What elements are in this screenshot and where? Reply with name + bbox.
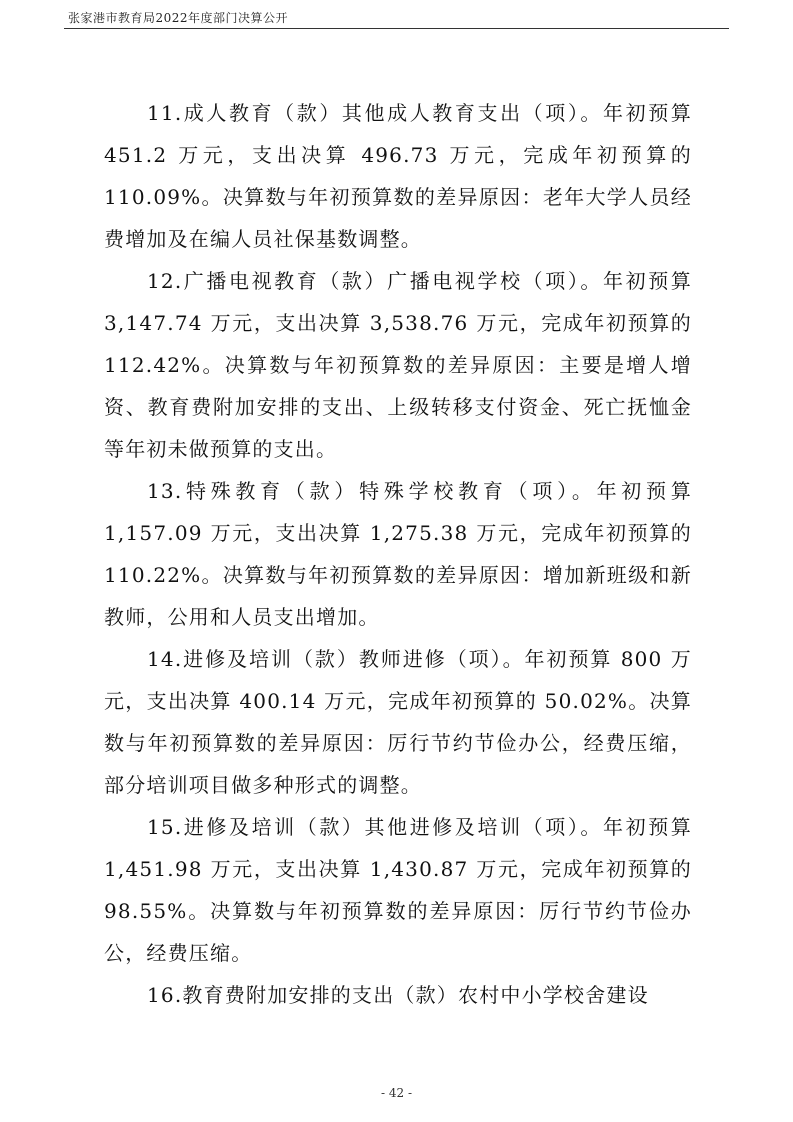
paragraph-item-13: 13.特殊教育（款）特殊学校教育（项）。年初预算1,157.09 万元，支出决算 1,275.38 万元，完成年初预算的110.22%。决算数与年初预算数的差异原因：增加新班级和新教师，公用和人员支出增加。 <box>104 479 692 629</box>
header-divider <box>64 28 729 29</box>
paragraph-item-16: 16.教育费附加安排的支出（款）农村中小学校舍建设 <box>147 983 649 1007</box>
paragraph-item-14: 14.进修及培训（款）教师进修（项）。年初预算 800 万元，支出决算 400.14 万元，完成年初预算的 50.02%。决算数与年初预算数的差异原因：厉行节约节俭办公，经费压缩，部分培训项目做多种形式的调整。 <box>104 647 692 797</box>
paragraph-item-15: 15.进修及培训（款）其他进修及培训（项）。年初预算1,451.98 万元，支出决算 1,430.87 万元，完成年初预算的98.55%。决算数与年初预算数的差异原因：厉行节约节俭办公，经费压缩。 <box>104 815 692 965</box>
document-body <box>104 92 692 1016</box>
paragraph-item-11: 11.成人教育（款）其他成人教育支出（项）。年初预算451.2 万元，支出决算 496.73 万元，完成年初预算的110.09%。决算数与年初预算数的差异原因：老年大学人员经费增加及在编人员社保基数调整。 <box>104 101 692 251</box>
paragraph-item-12: 12.广播电视教育（款）广播电视学校（项）。年初预算3,147.74 万元，支出决算 3,538.76 万元，完成年初预算的112.42%。决算数与年初预算数的差异原因：主要是增人增资、教育费附加安排的支出、上级转移支付资金、死亡抚恤金等年初未做预算的支出。 <box>104 269 692 461</box>
page-number: - 42 - <box>380 1086 412 1100</box>
document-header-title: 张家港市教育局2022年度部门决算公开 <box>68 11 289 25</box>
